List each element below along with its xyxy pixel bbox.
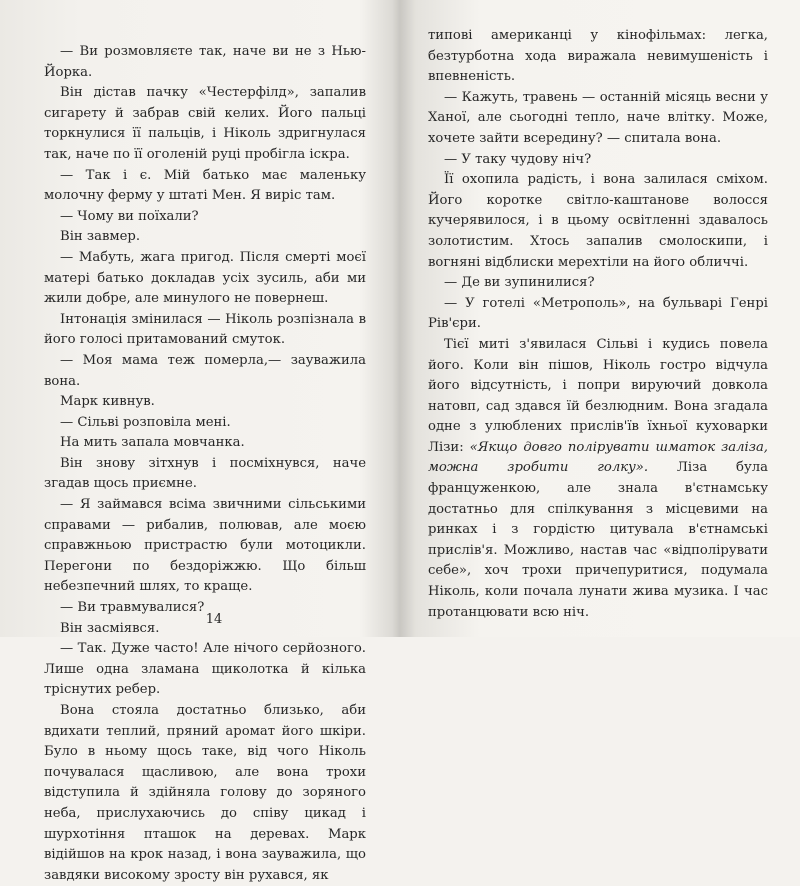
paragraph: — У готелі «Метрополь», на бульварі Генрі Рів'єри. (428, 295, 768, 332)
paragraph: — Так. Дуже часто! Але нічого серйозного. Лише одна зламана щиколотка й кілька тріснутих ребер. (44, 641, 366, 698)
paragraph: Вона стояла достатньо близько, аби вдихати теплий, пряний аромат його шкіри. Було в ньому щось таке, від чого Ніколь почувалася щасливою, але вона трохи відступила й здійняла голову до зоряного неба, прислухаючись до співу цикад і шурхотіння пташок на деревах. Марк відійшов на крок назад, і вона зауважила, що завдяки високому зросту він рухався, як (44, 703, 366, 883)
paragraph: — Де ви зупинилися? (444, 275, 595, 291)
paragraph: Інтонація змінилася — Ніколь розпізнала в його голосі притамований смуток. (44, 311, 366, 348)
paragraph: — Так і є. Мій батько має маленьку молочну ферму у штаті Мен. Я виріс там. (44, 167, 366, 204)
paragraph (428, 335, 768, 623)
page-number-label: 14 (205, 612, 223, 627)
paragraph: На мить запала мовчанка. (60, 435, 245, 451)
left-page-text (44, 42, 366, 886)
paragraph-text: Ліза була француженкою, але знала в'єтнамську достатньо для спілкування з місцевими на ринках і з гордістю цитувала в'єтнамські прислів'я. Можливо, настав час «відполірувати себе», хоч трохи причепуритися, подумала Ніколь, коли почала лунати жива музика. І час протанцювати всю ніч. (428, 460, 768, 620)
right-page (400, 0, 800, 637)
paragraph: Він засміявся. (60, 620, 160, 636)
paragraph: — Ви травмувалися? (60, 600, 205, 616)
paragraph: — Ви розмовляєте так, наче ви не з Нью-Йорка. (44, 44, 366, 80)
right-page-text (428, 26, 768, 623)
paragraph: — Мабуть, жага пригод. Після смерті моєї матері батько докладав усіх зусиль, аби ми жили добре, але минулого не повернеш. (44, 249, 366, 307)
paragraph: — Кажуть, травень — останній місяць весни у Ханої, але сьогодні тепло, наче влітку. Може, хочете зайти всередину? — спитала вона. (428, 89, 768, 146)
paragraph-continuation: типові американці у кінофільмах: легка, безтурботна хода виражала невимушеність і впевненість. (428, 28, 768, 85)
paragraph: Марк кивнув. (60, 394, 155, 410)
paragraph: — Я займався всіма звичними сільськими справами — рибалив, полював, але моєю справжньою пристрастю були мотоцикли. Перегони по бездоріжжю. Що більш небезпечний шлях, то краще. (44, 497, 366, 595)
paragraph: Він завмер. (60, 229, 141, 245)
paragraph: Він дістав пачку «Честерфілд», запалив сигарету й забрав свій келих. Його пальці торкнулися її пальців, і Ніколь здригнулася так, наче по її оголеній руці пробігла іскра. (44, 85, 366, 162)
proverb-quote: «Якщо довго полірувати шматок заліза, можна зробити голку». (428, 439, 769, 476)
paragraph: Її охопила радість, і вона залилася сміхом. Його коротке світло-каштанове волосся кучерявилося, і в цьому освітленні здавалось золотистим. Хтось запалив смолоскипи, і вогняні відблиски мерехтіли на його обличчі. (428, 172, 768, 270)
paragraph: — Сільві розповіла мені. (60, 414, 231, 430)
paragraph: — Моя мама теж померла,— зауважила вона. (44, 352, 366, 389)
paragraph: — У таку чудову ніч? (444, 151, 592, 167)
page-number (0, 612, 400, 627)
paragraph-text: Тієї миті з'явилася Сільві і кудись повела його. Коли він пішов, Ніколь гостро відчула його відсутність, і попри вируючий довкола натовп, сад здався їй безлюдним. Вона згадала одне з улюблених прислів'їв їхньої куховарки Лізи: (428, 336, 768, 455)
paragraph: — Чому ви поїхали? (60, 208, 199, 224)
left-page (0, 0, 400, 883)
paragraph: Він знову зітхнув і посміхнувся, наче згадав щось приємне. (44, 455, 366, 492)
